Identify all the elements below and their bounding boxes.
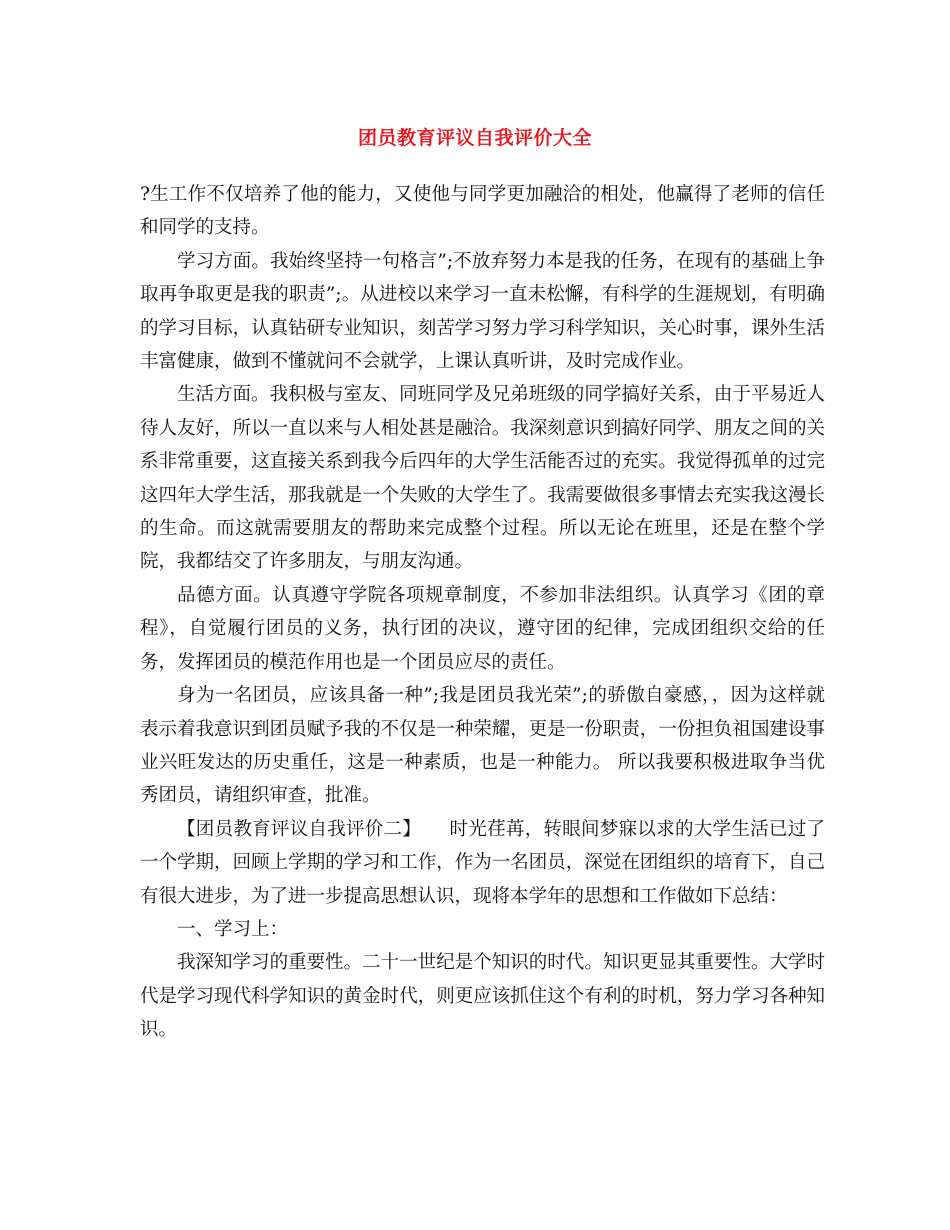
paragraph-morality: 品德方面。认真遵守学院各项规章制度，不参加非法组织。认真学习《团的章程》，自觉履行团员的义务，执行团的决议，遵守团的纪律，完成团组织交给的任务，发挥团员的模范作用也是一个团员应尽的责任。 bbox=[140, 584, 825, 673]
paragraph-life: 生活方面。我积极与室友、同班同学及兄弟班级的同学搞好关系，由于平易近人待人友好，所以一直以来与人相处甚是融洽。我深刻意识到搞好同学、朋友之间的关系非常重要，这直接关系到我今后四年的大学生活能否过的充实。我觉得孤单的过完这四年大学生活，那我就是一个失败的大学生了。我需要做很多事情去充实我这漫长的生命。而这就需要朋友的帮助来完成整个过程。所以无论在班里，还是在整个学院，我都结交了许多朋友，与朋友沟通。 bbox=[140, 384, 825, 573]
paragraph-member: 身为一名团员，应该具备一种”;我是团员我光荣”;的骄傲自豪感，，因为这样就表示着我意识到团员赋予我的不仅是一种荣耀，更是一份职责，一份担负祖国建设事业兴旺发达的历史重任，这是一种素质，也是一种能力。 所以我要积极进取争当优秀团员，请组织审查，批准。 bbox=[140, 685, 825, 807]
paragraph-1: ?生工作不仅培养了他的能力，又使他与同学更加融洽的相处，他赢得了老师的信任和同学的支持。 bbox=[140, 184, 825, 239]
paragraph-section-two: 【团员教育评议自我评价二】 时光荏苒，转眼间梦寐以求的大学生活已过了一个学期，回顾上学期的学习和工作，作为一名团员，深觉在团组织的培育下，自己有很大进步，为了进一步提高思想认识，现将本学年的思想和工作做如下总结： bbox=[140, 818, 825, 907]
document-body bbox=[140, 178, 825, 1047]
paragraph-heading-study: 一、学习上： bbox=[177, 918, 289, 940]
document-title: 团员教育评议自我评价大全 bbox=[357, 127, 592, 149]
paragraph-importance: 我深知学习的重要性。二十一世纪是个知识的时代。知识更显其重要性。大学时代是学习现代科学知识的黄金时代，则更应该抓住这个有利的时机，努力学习各种知识。 bbox=[140, 952, 825, 1041]
paragraph-study: 学习方面。我始终坚持一句格言”;不放弃努力本是我的任务，在现有的基础上争取再争取更是我的职责”;。从进校以来学习一直未松懈，有科学的生涯规划，有明确的学习目标，认真钻研专业知识，刻苦学习努力学习科学知识，关心时事，课外生活丰富健康，做到不懂就问不会就学，上课认真听讲，及时完成作业。 bbox=[140, 250, 825, 373]
